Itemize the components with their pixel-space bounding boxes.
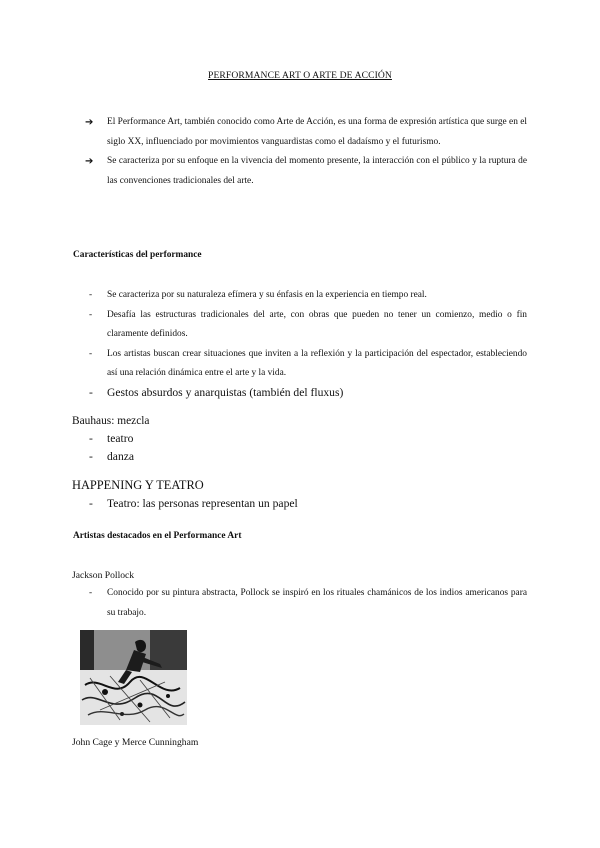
list-item: [89, 448, 527, 466]
arrow-bullet-icon: ➔: [85, 156, 94, 167]
intro-text: El Performance Art, también conocido como Arte de Acción, es una forma de expresión artística que surge en el siglo XX, influenciado por movimientos vanguardistas como el dadaísmo y el futurismo.: [107, 117, 527, 147]
list-item-text: Se caracteriza por su naturaleza efímera y su énfasis en la experiencia en tiempo real.: [107, 290, 427, 300]
caracteristicas-list: [89, 286, 527, 402]
dash-bullet: -: [89, 432, 93, 445]
happening-list: [89, 495, 527, 513]
happening-label: HAPPENING Y TEATRO: [72, 478, 204, 492]
list-item-text: Conocido por su pintura abstracta, Pollock se inspiró en los rituales chamánicos de los indios americanos para su trabajo.: [107, 588, 527, 618]
intro-text: Se caracteriza por su enfoque en la vivencia del momento presente, la interacción con el público y la ruptura de las convenciones tradicionales del arte.: [107, 156, 527, 186]
artist-name-pollock: Jackson Pollock: [72, 570, 135, 581]
list-item: [89, 430, 527, 448]
dash-bullet: -: [89, 309, 93, 320]
artist-name-cage-cunningham: John Cage y Merce Cunningham: [72, 737, 199, 748]
intro-list: [85, 113, 527, 191]
list-item-text: Los artistas buscan crear situaciones que inviten a la reflexión y la participación del espectador, estableciendo así una relación dinámica entre el arte y la vida.: [107, 348, 527, 378]
list-item-text: danza: [107, 450, 135, 463]
pollock-painting-photo: [80, 630, 187, 725]
bauhaus-list: [89, 430, 527, 466]
dash-bullet: -: [89, 385, 93, 399]
dash-bullet: -: [89, 348, 93, 359]
list-item: [89, 495, 527, 513]
list-item-text: Gestos absurdos y anarquistas (también del fluxus): [107, 385, 344, 399]
pollock-list: [89, 584, 527, 623]
pollock-photo-icon: [80, 630, 187, 725]
list-item: [89, 384, 527, 402]
intro-item: [85, 152, 527, 191]
arrow-bullet-icon: ➔: [85, 117, 94, 128]
list-item: [89, 286, 527, 306]
bauhaus-label: Bauhaus: mezcla: [72, 415, 150, 427]
artistas-heading: Artistas destacados en el Performance Art: [73, 531, 242, 541]
list-item-text: Teatro: las personas representan un papel: [107, 497, 298, 510]
list-item-text: Desafía las estructuras tradicionales del arte, con obras que pueden no tener un comienzo, medio o fin claramente definidos.: [107, 309, 527, 339]
list-item: [89, 584, 527, 623]
list-item-text: teatro: [107, 432, 134, 445]
list-item: [89, 345, 527, 384]
dash-bullet: -: [89, 497, 93, 510]
list-item: [89, 306, 527, 345]
dash-bullet: -: [89, 450, 93, 463]
dash-bullet: -: [89, 290, 93, 300]
intro-item: [85, 113, 527, 152]
caracteristicas-heading: Características del performance: [73, 250, 202, 260]
document-title: PERFORMANCE ART O ARTE DE ACCIÓN: [208, 70, 392, 81]
dash-bullet: -: [89, 588, 93, 598]
